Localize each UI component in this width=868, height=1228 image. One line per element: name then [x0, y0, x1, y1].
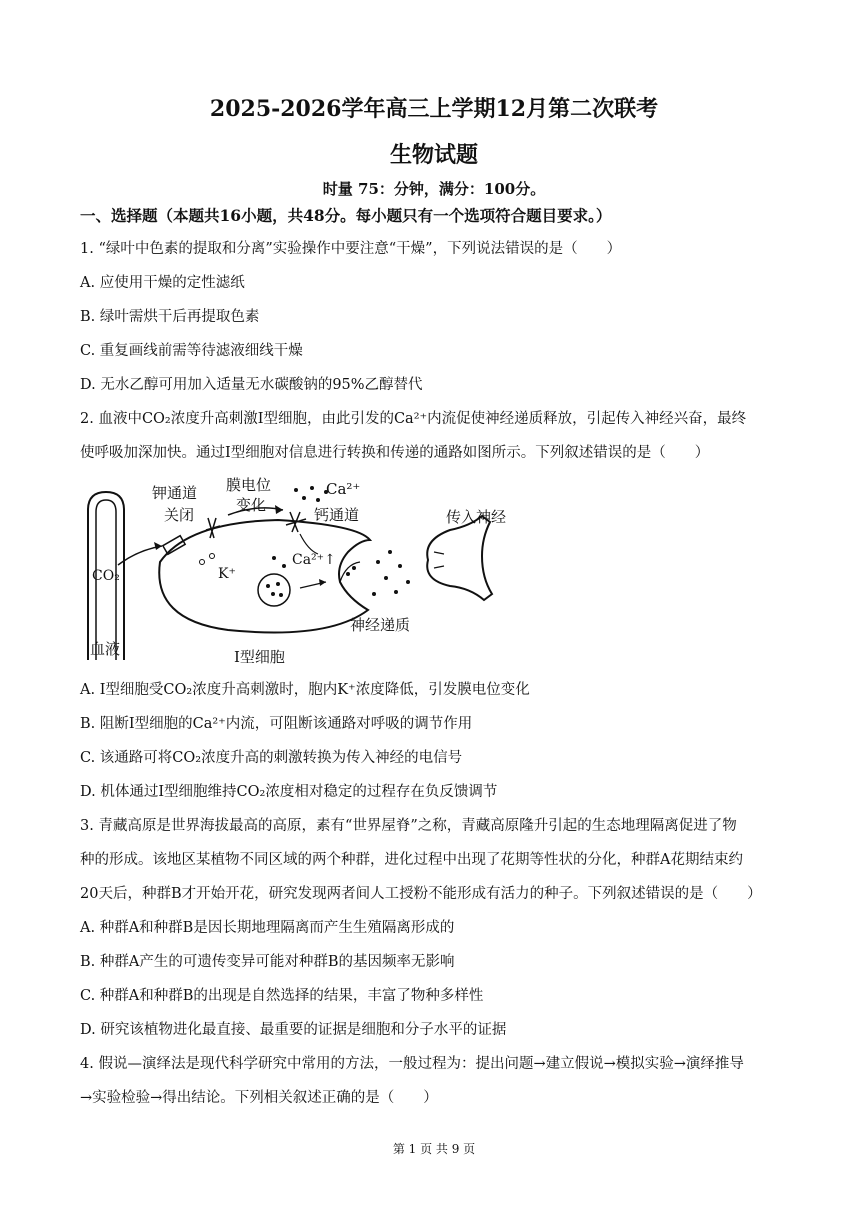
label-type1-cell: Ⅰ型细胞	[234, 648, 285, 666]
label-neurotransmitter: 神经递质	[350, 616, 411, 634]
q2-option-a: A. Ⅰ型细胞受CO₂浓度升高刺激时，胞内K⁺浓度降低，引发膜电位变化	[80, 682, 530, 698]
label-afferent-nerve: 传入神经	[446, 508, 507, 526]
exam-time-info: 时量 75：分钟，满分：100分。	[322, 180, 546, 198]
q3-option-d: D. 研究该植物进化最直接、最重要的证据是细胞和分子水平的证据	[80, 1022, 507, 1038]
label-ca-channel: 钙通道	[314, 506, 360, 524]
q3-stem-line2: 种的形成。该地区某植物不同区域的两个种群，进化过程中出现了花期等性状的分化，种群A花期结束约	[80, 852, 743, 868]
q3-stem-line1: 3. 青藏高原是世界海拔最高的高原，素有“世界屋脊”之称，青藏高原隆升引起的生态地理隔离促进了物	[80, 818, 737, 834]
q2-stem-line1: 2. 血液中CO₂浓度升高刺激Ⅰ型细胞，由此引发的Ca²⁺内流促使神经递质释放，引起传入神经兴奋，最终	[80, 411, 747, 427]
q1-option-c: C. 重复画线前需等待滤液细线干燥	[80, 343, 303, 359]
label-k-closed: 关闭	[164, 506, 195, 524]
q2-option-c: C. 该通路可将CO₂浓度升高的刺激转换为传入神经的电信号	[80, 750, 463, 766]
label-blood: 血液	[90, 640, 121, 658]
q1-stem: 1. “绿叶中色素的提取和分离”实验操作中要注意“干燥”，下列说法错误的是（ ）	[80, 241, 622, 257]
q3-option-a: A. 种群A和种群B是因长期地理隔离而产生生殖隔离形成的	[80, 920, 455, 936]
q2-stem-line2: 使呼吸加深加快。通过Ⅰ型细胞对信息进行转换和传递的通路如图所示。下列叙述错误的是（ ）	[80, 445, 710, 461]
exam-title: 2025-2026学年高三上学期12月第二次联考	[209, 96, 659, 122]
q2-option-d: D. 机体通过Ⅰ型细胞维持CO₂浓度相对稳定的过程存在负反馈调节	[80, 784, 498, 800]
section-heading: 一、选择题（本题共16小题，共48分。每小题只有一个选项符合题目要求。）	[80, 206, 612, 225]
q3-option-b: B. 种群A产生的可遗传变异可能对种群B的基因频率无影响	[80, 954, 455, 970]
q1-option-b: B. 绿叶需烘干后再提取色素	[80, 309, 260, 325]
label-membrane-potential: 膜电位	[226, 476, 272, 494]
label-change: 变化	[236, 496, 267, 514]
q4-stem-line1: 4. 假说—演绎法是现代科学研究中常用的方法，一般过程为：提出问题→建立假说→模拟实验→演绎推导	[80, 1056, 744, 1072]
q1-option-a: A. 应使用干燥的定性滤纸	[80, 275, 245, 291]
exam-subject: 生物试题	[389, 142, 478, 168]
label-ca-ion-outside: Ca²⁺	[326, 480, 361, 498]
label-ca-inside: Ca²⁺↑	[292, 552, 336, 568]
q4-stem-line2: →实验检验→得出结论。下列相关叙述正确的是（ ）	[80, 1090, 438, 1106]
page-footer: 第 1 页 共 9 页	[392, 1142, 476, 1156]
label-k-ion: K⁺	[218, 566, 236, 582]
label-co2: CO₂	[92, 568, 120, 584]
q3-stem-line3: 20天后，种群B才开始开花，研究发现两者间人工授粉不能形成有活力的种子。下列叙述错误的是（ ）	[80, 886, 762, 902]
q2-option-b: B. 阻断Ⅰ型细胞的Ca²⁺内流，可阻断该通路对呼吸的调节作用	[80, 716, 473, 732]
label-k-channel: 钾通道	[152, 484, 198, 502]
q1-option-d: D. 无水乙醇可用加入适量无水碳酸钠的95%乙醇替代	[80, 377, 423, 393]
type1-cell-pathway-figure	[78, 470, 538, 670]
q3-option-c: C. 种群A和种群B的出现是自然选择的结果，丰富了物种多样性	[80, 988, 484, 1004]
